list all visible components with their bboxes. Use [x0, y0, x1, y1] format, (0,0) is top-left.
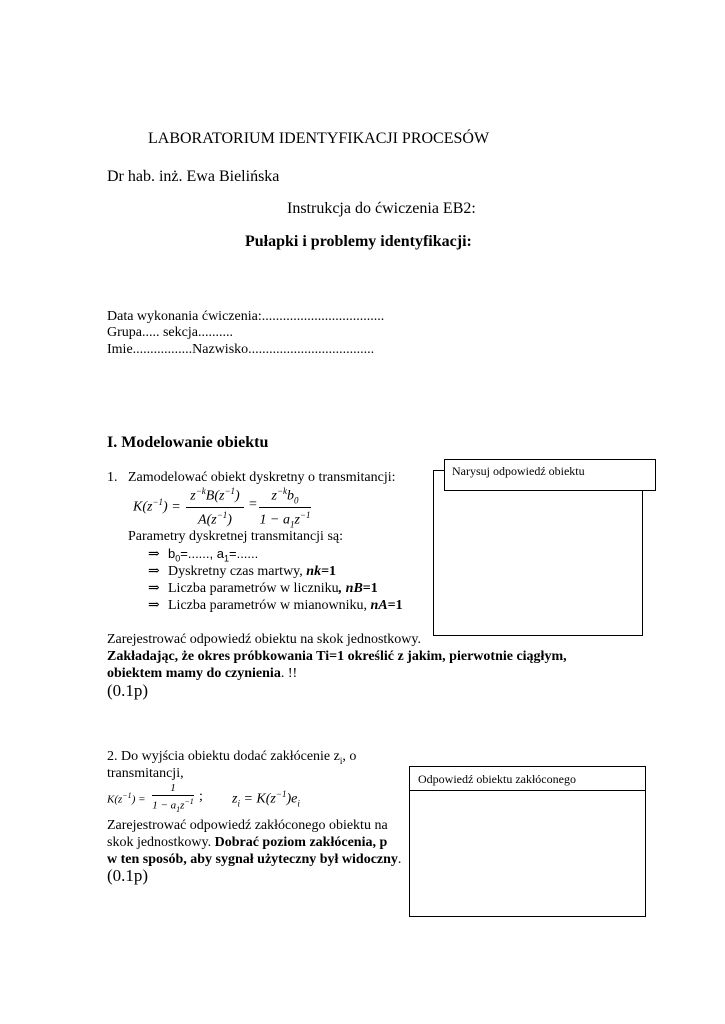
assumption-line-1: Zakładając, że okres próbkowania Ti=1 określić z jakim, pierwotnie ciągłym, — [107, 649, 567, 664]
task2-text-line-1: Zarejestrować odpowiedź zakłóconego obiektu na — [107, 818, 388, 833]
points-1: (0.1p) — [107, 681, 149, 700]
answer-box-disturbed-label: Odpowiedź obiektu zakłóconego — [418, 772, 576, 786]
implies-icon: ⇒ — [148, 598, 160, 613]
formula2-rhs: $z_i = K(z^{-1})e_i$ — [232, 789, 300, 809]
task2-text-line-3: w ten sposób, aby sygnał użyteczny był widoczny. — [107, 852, 402, 867]
name-line: Imie.................Nazwisko.................................... — [107, 342, 375, 357]
formula2-fraction: $\frac{1}{1 - a_1z^{-1}}$ — [152, 782, 194, 814]
task2-line-1: 2. Do wyjścia obiektu dodać zakłócenie $z_i$, o — [107, 749, 357, 766]
implies-icon: ⇒ — [148, 547, 160, 562]
implies-icon: ⇒ — [148, 581, 160, 596]
task2-text-line-2: skok jednostkowy. Dobrać poziom zakłócenia, p — [107, 835, 388, 850]
formula-fraction-1: $\frac{z^{-k}B(z^{-1})}{A(z^{-1})}$ — [186, 486, 244, 528]
assumption-line-2: obiektem mamy do czynienia. !! — [107, 666, 298, 681]
answer-box-disturbed-divider — [409, 790, 645, 791]
param-bullet-b0-a1: ⇒ $b_0=$......, $a_1=$...... — [148, 546, 259, 564]
formula-equals: = — [249, 497, 257, 512]
task2-line-2: transmitancji, — [107, 766, 184, 781]
lab-title: LABORATORIUM IDENTYFIKACJI PROCESÓW — [148, 130, 490, 147]
formula-lhs: $K(z^{-1})$ = — [133, 497, 181, 515]
answer-box-object-label: Narysuj odpowiedź obiektu — [452, 464, 585, 478]
formula2-lhs: $K(z^{-1})$ = — [107, 791, 146, 806]
param-bullet-nb: ⇒ Liczba parametrów w liczniku, nB=1 — [148, 581, 378, 596]
instruction-title: Instrukcja do ćwiczenia EB2: — [287, 200, 476, 217]
param-bullet-nk: ⇒ Dyskretny czas martwy, nk=1 — [148, 564, 337, 579]
subject-title: Pułapki i problemy identyfikacji: — [245, 233, 472, 250]
answer-box-object[interactable] — [433, 470, 643, 636]
task-text: Zamodelować obiekt dyskretny o transmitancji: — [128, 470, 396, 485]
task-number: 1. — [107, 470, 118, 485]
param-bullet-na: ⇒ Liczba parametrów w mianowniku, nA=1 — [148, 598, 403, 613]
params-intro: Parametry dyskretnej transmitancji są: — [128, 529, 343, 544]
date-line: Data wykonania ćwiczenia:................................... — [107, 309, 385, 324]
formula2-semicolon: ; — [199, 789, 203, 804]
points-2: (0.1p) — [107, 866, 149, 885]
register-text: Zarejestrować odpowiedź obiektu na skok jednostkowy. — [107, 632, 422, 647]
formula-fraction-2: $\frac{z^{-k}b_0}{1 - a_1z^{-1}}$ — [259, 486, 311, 530]
section-heading: I. Modelowanie obiektu — [107, 434, 269, 451]
group-line: Grupa..... sekcja.......... — [107, 325, 233, 340]
implies-icon: ⇒ — [148, 564, 160, 579]
author-name: Dr hab. inż. Ewa Bielińska — [107, 168, 280, 185]
answer-box-disturbed[interactable] — [409, 766, 646, 917]
